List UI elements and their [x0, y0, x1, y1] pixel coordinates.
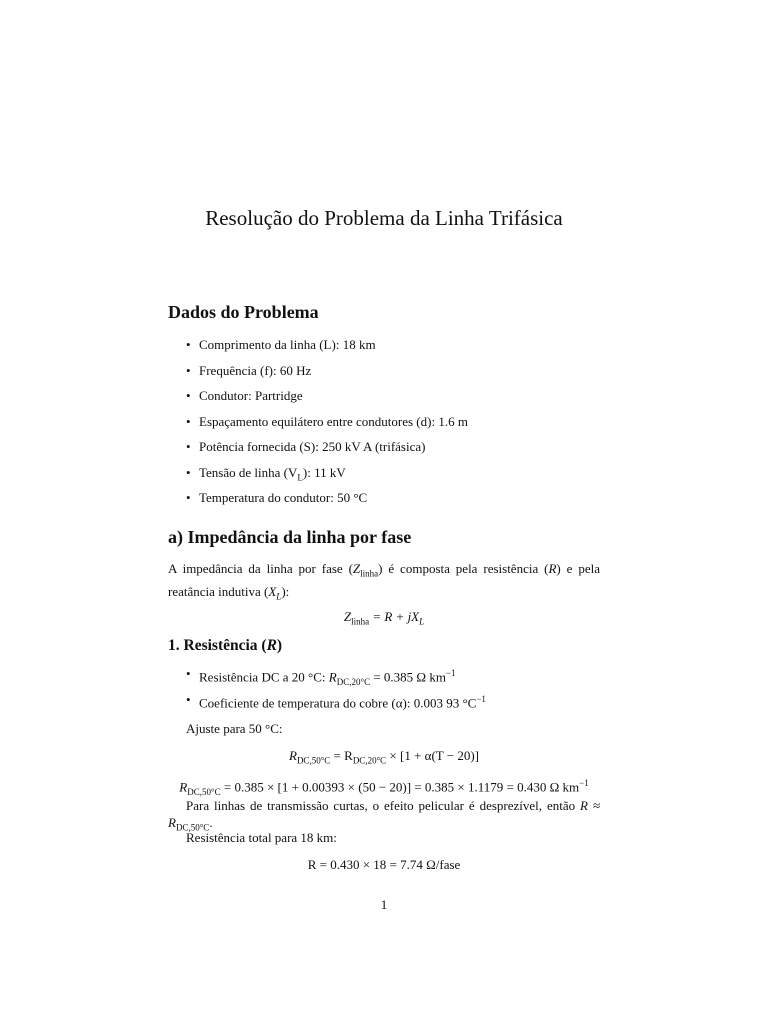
list-item: • Comprimento da linha (L): 18 km	[186, 336, 468, 362]
data-list	[186, 336, 468, 515]
paragraph-intro: A impedância da linha por fase $(Z_{linha})$ é composta pela resistência (R) e pela reatância indutiva $(X_L)$:	[168, 561, 600, 602]
list-item: • Resistência DC a 20 °C: $R_{DC,20^\circ C} = 0.385$ Ω $km^{-1}$	[186, 665, 486, 691]
list-item: • Condutor: Partridge	[186, 387, 468, 413]
paragraph-adjust: Ajuste para 50 °C:	[186, 721, 283, 736]
list-item: • Coeficiente de temperatura do cobre (α): 0.003 93 $^\circ C^{-1}$	[186, 691, 486, 717]
subsection-heading-resistencia: 1. Resistência (R)	[168, 637, 283, 654]
equation-total-resistance: R = 0.430 × 18 = 7.74 Ω/fase	[307, 857, 461, 872]
list-item: • Temperatura do condutor: 50 °C	[186, 489, 468, 515]
equation-impedance: $Z_{linha} = R + jX_L$	[343, 609, 425, 627]
list-item: • Espaçamento equilátero entre condutores (d): 1.6 m	[186, 413, 468, 439]
page-title: Resolução do Problema da Linha Trifásica	[205, 206, 563, 230]
paragraph-skin-effect: Para linhas de transmissão curtas, o efeito pelicular é desprezível, então $R \approx R_{DC,50^\circ C}$.	[168, 798, 600, 833]
equation-temp-adjust: $R_{DC,50^\circ C} = R_{DC,20^\circ C} \times [1 + \alpha(T - 20)]$	[288, 748, 479, 766]
section-heading-dados: Dados do Problema	[168, 302, 319, 322]
list-item: • Frequência (f): 60 Hz	[186, 362, 468, 388]
equation-resistance-value: $R_{DC,50^\circ C} = 0.385 \times [1 + 0.00393 \times (50 - 20)] = 0.385 \times 1.1179 = 0.430$ Ω $km^{-1}$	[179, 778, 589, 797]
paragraph-total-label: Resistência total para 18 km:	[186, 830, 337, 845]
section-heading-a: a) Impedância da linha por fase	[168, 527, 412, 547]
list-item: • Potência fornecida (S): 250 kV A (trifásica)	[186, 438, 468, 464]
page-number: 1	[380, 897, 388, 912]
resistance-list	[186, 665, 486, 716]
list-item: • Tensão de linha $(V_L)$: 11 kV	[186, 464, 468, 490]
